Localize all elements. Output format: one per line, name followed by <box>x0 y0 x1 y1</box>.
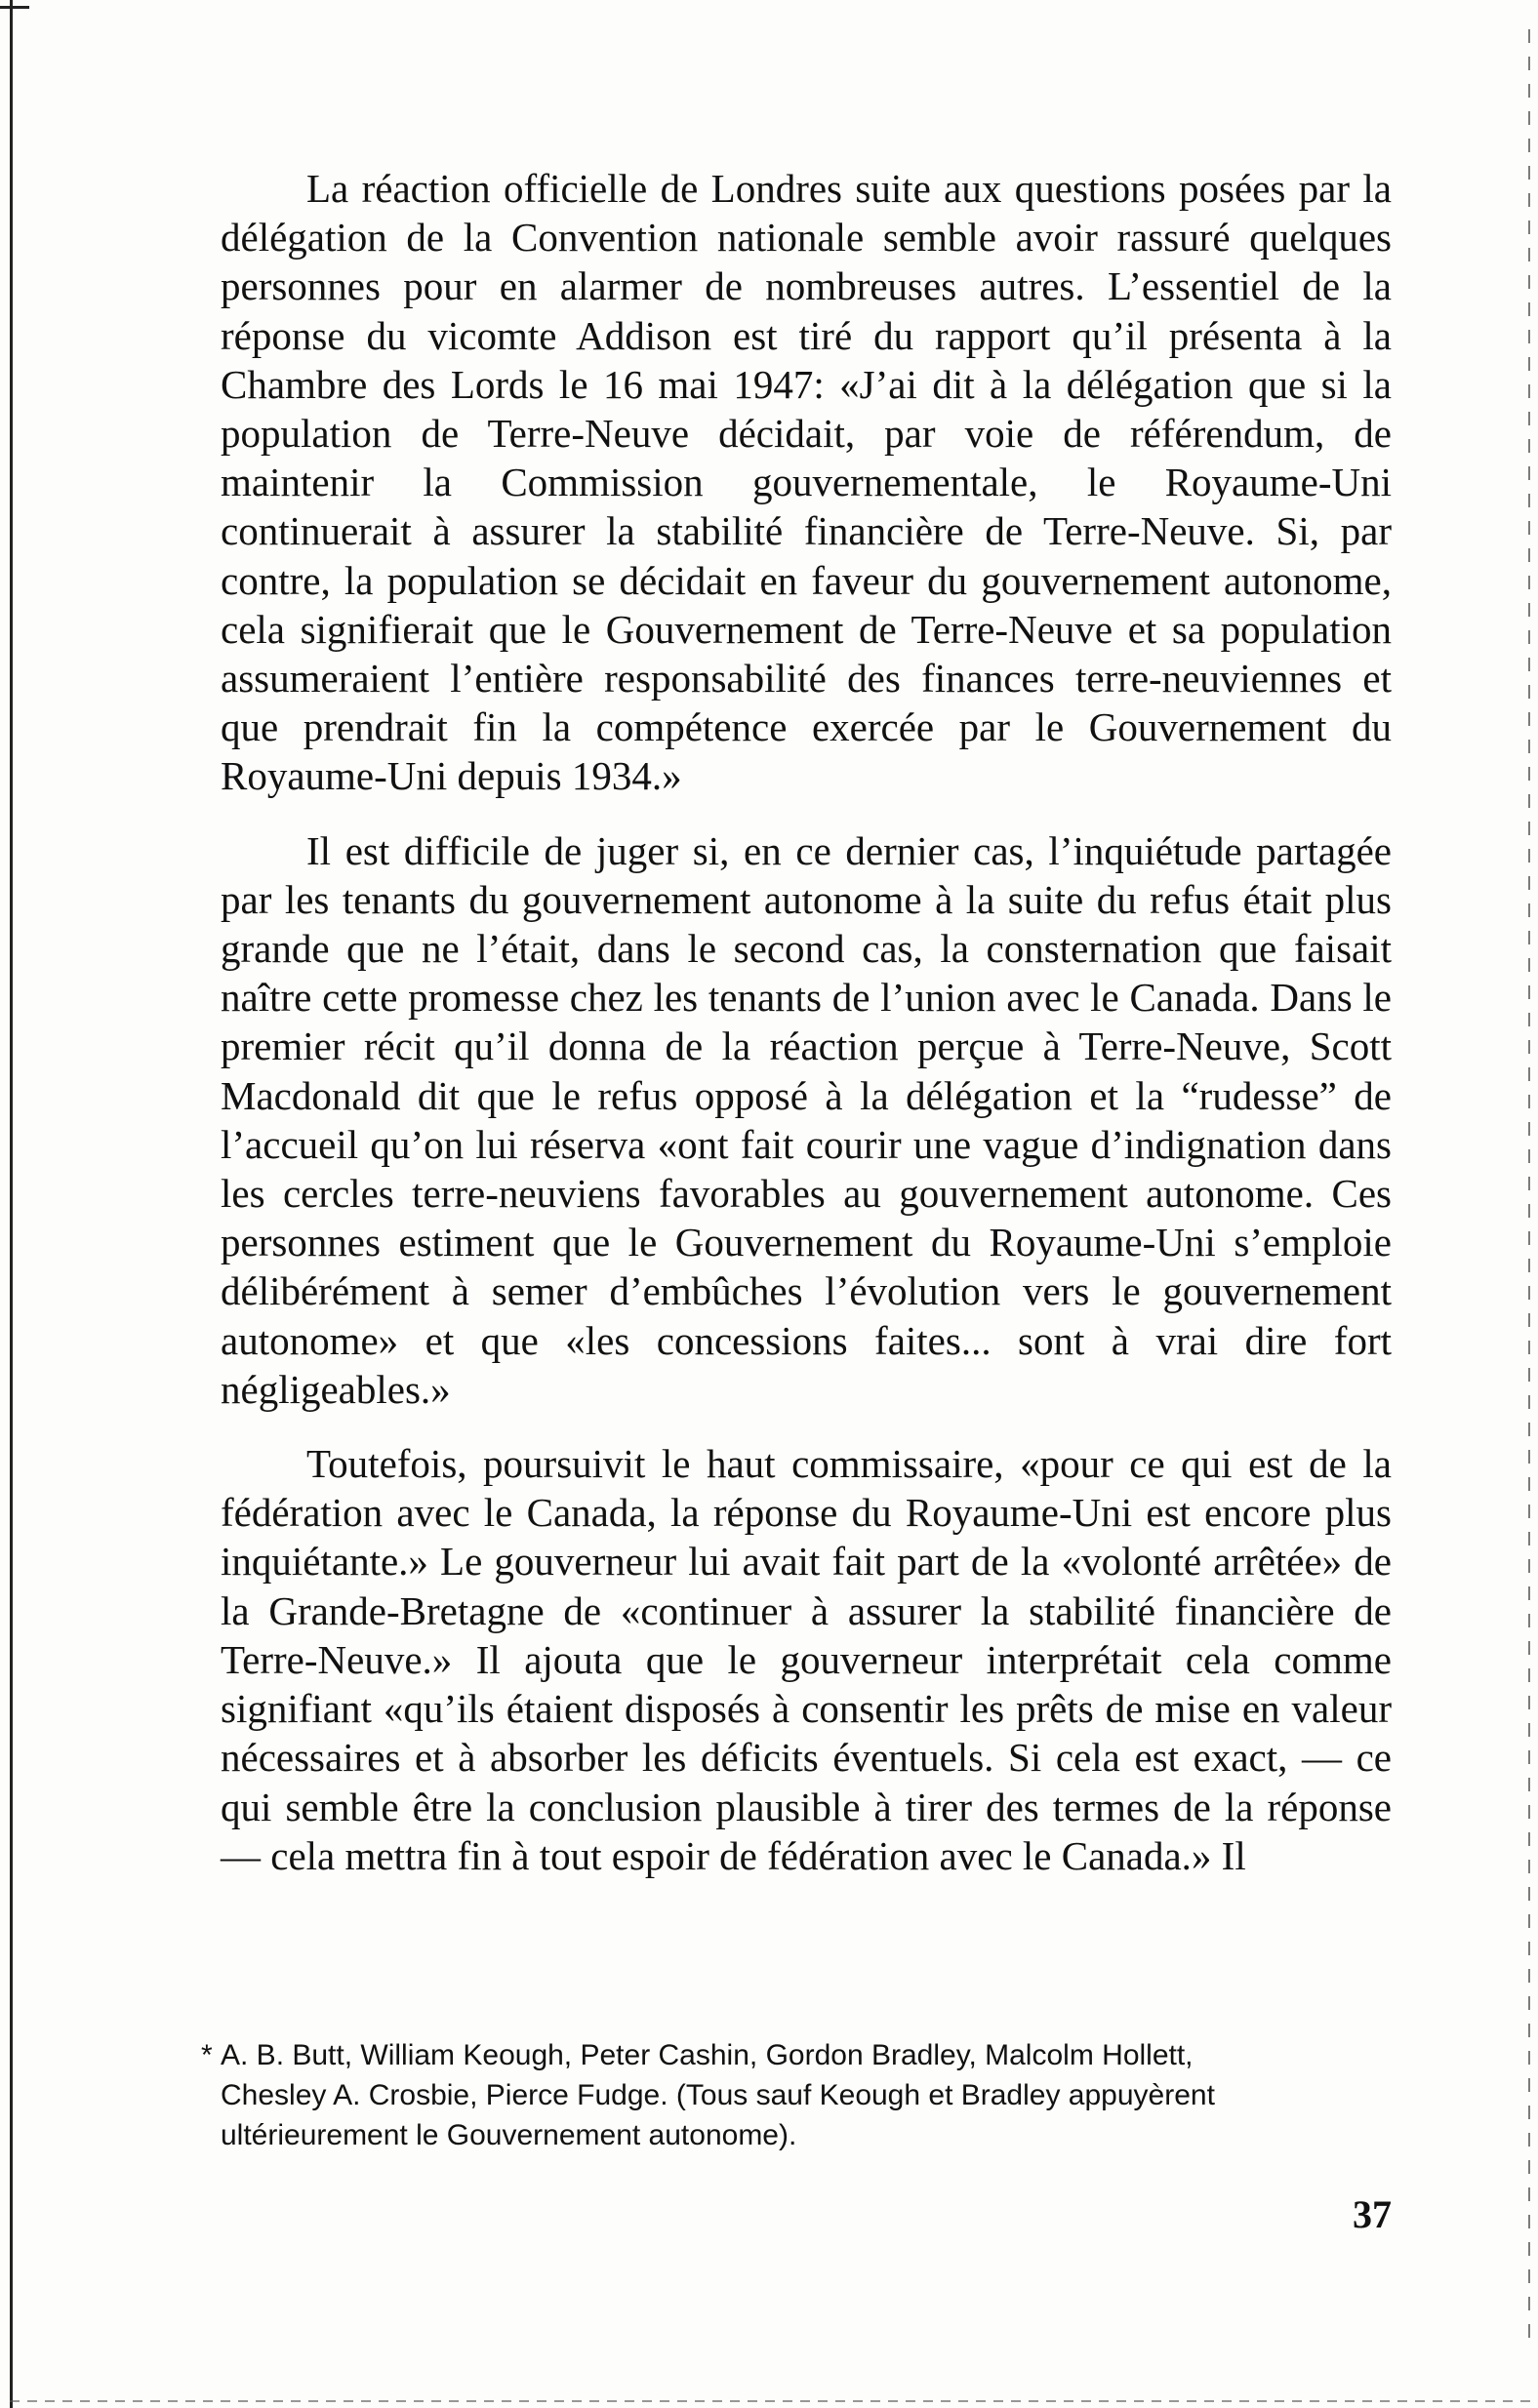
scan-bottom-edge <box>10 2400 1532 2402</box>
scan-corner-mark <box>0 6 29 9</box>
body-text <box>221 164 1392 1880</box>
footnote-marker: * <box>201 2039 213 2071</box>
page-number: 37 <box>1353 2192 1392 2236</box>
scan-right-edge <box>1528 29 1530 2351</box>
paragraph-3: Toutefois, poursuivit le haut commissaire, «pour ce qui est de la fédération avec le Canada, la réponse du Royaume-Uni est encore plus inquiétante.» Le gouverneur lui avait fait part de la «volonté arrêtée» de la Grande-Bretagne de «continuer à assurer la stabilité financière de Terre-Neuve.» Il ajouta que le gouverneur interprétait cela comme signifiant «qu’ils étaient disposés à consentir les prêts de mise en valeur nécessaires et à absorber les déficits éventuels. Si cela est exact, — ce qui semble être la conclusion plausible à tirer des termes de la réponse — cela mettra fin à tout espoir de fédération avec le Canada.» Il <box>221 1441 1392 1878</box>
paragraph-1: La réaction officielle de Londres suite aux questions posées par la délégation de la Convention nationale semble avoir rassuré quelques personnes pour en alarmer de nombreuses autres. L’essentiel de la réponse du vicomte Addison est tiré du rapport qu’il présenta à la Chambre des Lords le 16 mai 1947: «J’ai dit à la délégation que si la population de Terre-Neuve décidait, par voie de référendum, de maintenir la Commission gouvernementale, le Royaume-Uni continuerait à assurer la stabilité financière de Terre-Neuve. Si, par contre, la population se décidait en faveur du gouvernement autonome, cela signifierait que le Gouvernement de Terre-Neuve et sa population assumeraient l’entière responsabilité des finances terre-neuviennes et que prendrait fin la compétence exercée par le Gouvernement du Royaume-Uni depuis 1934.» <box>221 166 1392 799</box>
footnote-text: A. B. Butt, William Keough, Peter Cashin, Gordon Bradley, Malcolm Hollett, Chesley A. Crosbie, Pierce Fudge. (Tous sauf Keough et Bradley appuyèrent ultérieurement le Gouvernement autonome). <box>221 2039 1215 2151</box>
scan-left-edge <box>10 0 13 2408</box>
paragraph-2: Il est difficile de juger si, en ce dernier cas, l’inquiétude partagée par les tenants du gouvernement autonome à la suite du refus était plus grande que ne l’était, dans le second cas, la consternation que faisait naître cette promesse chez les tenants de l’union avec le Canada. Dans le premier récit qu’il donna de la réaction perçue à Terre-Neuve, Scott Macdonald dit que le refus opposé à la délégation et la “rudesse” de l’accueil qu’on lui réserva «ont fait courir une vague d’indignation dans les cercles terre-neuviens favorables au gouvernement autonome. Ces personnes estiment que le Gouvernement du Royaume-Uni s’emploie délibérément à semer d’embûches l’évolution vers le gouvernement autonome» et que «les concessions faites... sont à vrai dire fort négligeables.» <box>221 827 1392 1412</box>
footnote <box>201 2035 1275 2155</box>
